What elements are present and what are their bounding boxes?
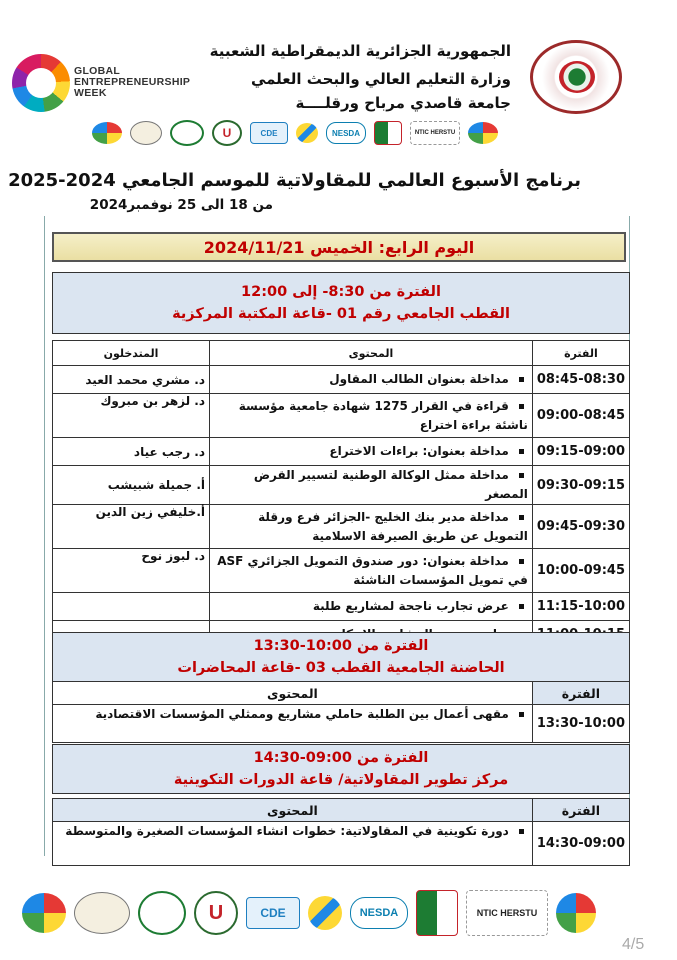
- program-title: برنامج الأسبوع العالمي للمقاولاتية للموسم الجامعي 2024-2025: [8, 170, 581, 191]
- col-content: المحتوى: [53, 799, 533, 822]
- nesda-logo: NESDA: [326, 122, 366, 144]
- day-banner: [52, 232, 626, 262]
- day-title: اليوم الرابع: الخميس 2024/11/21: [203, 237, 475, 257]
- page-indicator: 4/5: [622, 936, 645, 953]
- program-dates: من 18 الى 25 نوفمبر2024: [89, 197, 273, 213]
- table-row: 10:00-09:45 مداخلة بعنوان: دور صندوق التمويل الجزائري ASF في تمويل المؤسسات الناشئة د. لبوز نوح: [53, 549, 630, 593]
- table-row: 08:45-08:30 مداخلة بعنوان الطالب المقاول د. مشري محمد العيد: [53, 366, 630, 394]
- section-2-period: الفترة من 10:00-13:30: [253, 638, 429, 654]
- header-republic: الجمهورية الجزائرية الديمقراطية الشعبية: [209, 42, 511, 60]
- table-row: 09:15-09:00 مداخلة بعنوان: براءات الاختراع د. رجب عياد: [53, 438, 630, 466]
- col-time: الفترة: [532, 341, 629, 366]
- section-1-place: القطب الجامعي رقم 01 -قاعة المكتبة المركزية: [172, 306, 510, 322]
- section-1-table: [52, 272, 630, 649]
- cde-logo: CDE: [250, 122, 288, 144]
- section-2-table: [52, 632, 630, 743]
- flag-logo-icon: [374, 121, 402, 145]
- section-3-place: مركز تطوير المقاولاتية/ قاعة الدورات التكوينية: [173, 772, 509, 788]
- col-time: الفترة: [532, 682, 629, 705]
- seal-icon: [74, 892, 130, 934]
- col-content: المحتوى: [210, 341, 533, 366]
- wave-logo-icon: [296, 123, 318, 143]
- section-3-period: الفترة من 09:00-14:30: [253, 750, 429, 766]
- gew-badge-icon: [92, 122, 122, 144]
- wave-logo-icon: [308, 896, 342, 930]
- col-speakers: المتدخلون: [53, 341, 210, 366]
- gew-logo: [12, 54, 70, 112]
- flag-logo-icon: [416, 890, 458, 936]
- university-logo: [530, 40, 622, 114]
- section-2-header: [53, 633, 630, 682]
- table-row: 09:45-09:30 مداخلة مدير بنك الخليج -الجزائر فرع ورقلة التمويل عن طريق الصيرفة الاسلامية أ.خليفي زين الدين: [53, 505, 630, 549]
- cde-logo: CDE: [246, 897, 300, 929]
- gew-logo-text: GLOBAL ENTREPRENEURSHIP WEEK: [74, 65, 191, 99]
- header-ministry: وزارة التعليم العالي والبحث العلمي: [250, 70, 511, 88]
- table-row: 09:30-09:15 مداخلة ممثل الوكالة الوطنية لتسيير القرض المصغر أ. جميلة شبيشب: [53, 466, 630, 505]
- col-content: المحتوى: [53, 682, 533, 705]
- gew-badge-icon: [556, 893, 596, 933]
- u-logo-icon: U: [194, 891, 238, 935]
- section-1-period: الفترة من 8:30- إلى 12:00: [241, 284, 441, 300]
- university-seal-icon: [138, 891, 186, 935]
- gew-badge-icon: [22, 893, 66, 933]
- table-row: 13:30-10:00 مقهى أعمال بين الطلبة حاملي مشاريع وممثلي المؤسسات الاقتصادية: [53, 705, 630, 743]
- section-2-place: الحاضنة الجامعية القطب 03 -قاعة المحاضرات: [177, 660, 505, 676]
- section-3-header: [53, 745, 630, 794]
- table-row: 09:00-08:45 قراءة في القرار 1275 شهادة جامعية مؤسسة ناشئة براءة اختراع د. لزهر بن مبروك: [53, 394, 630, 438]
- col-time: الفترة: [532, 799, 629, 822]
- seal-icon: [130, 121, 162, 145]
- gew-badge-icon: [468, 122, 498, 144]
- ntic-logo: NTIC HERSTU: [410, 121, 460, 145]
- partner-logos-bottom: [18, 890, 600, 936]
- header-university: جامعة قاصدي مرباح ورقلــــة: [295, 94, 511, 112]
- partner-logos-top: [88, 120, 502, 146]
- table-row: 11:15-10:00 عرض تجارب ناجحة لمشاريع طلبة: [53, 593, 630, 621]
- university-seal-icon: [170, 120, 204, 146]
- ntic-logo: NTIC HERSTU: [466, 890, 548, 936]
- table-row: 14:30-09:00 دورة تكوينية في المقاولاتية: خطوات انشاء المؤسسات الصغيرة والمتوسطة: [53, 822, 630, 866]
- nesda-logo: NESDA: [350, 897, 408, 929]
- section-1-header: [53, 273, 630, 334]
- u-logo-icon: U: [212, 120, 242, 146]
- section-3-table: [52, 744, 630, 866]
